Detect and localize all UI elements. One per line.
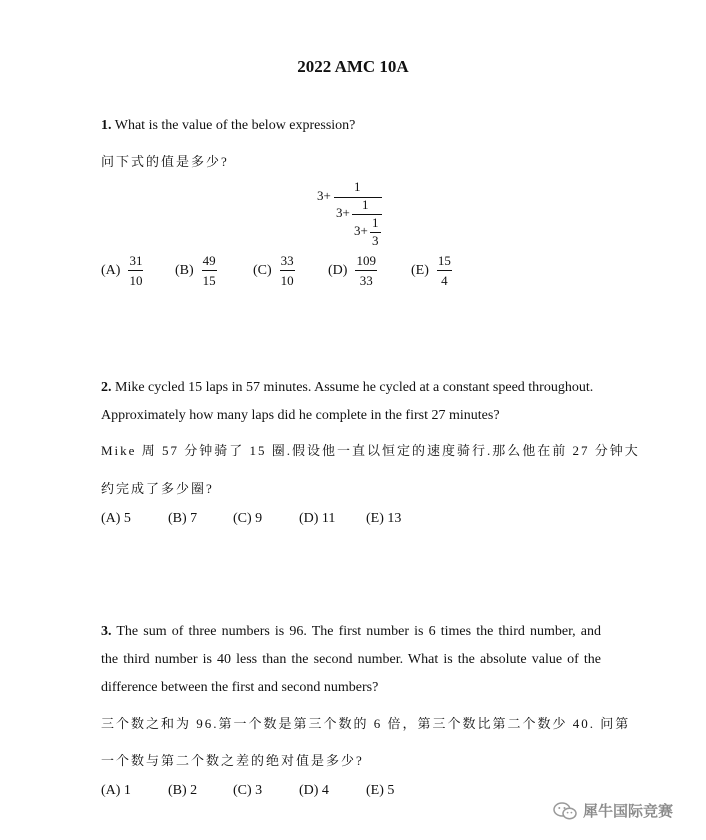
problem-2-statement-line-1	[101, 380, 593, 396]
cf-numerator-2: 1	[362, 197, 369, 212]
fraction-denominator: 33	[359, 273, 373, 288]
problem-3-chinese-line-1: 三个数之和为 96.第一个数是第三个数的 6 倍，第三个数比第二个数少 40. 问第	[101, 716, 631, 731]
cf-term-1: 3+	[317, 188, 331, 203]
problem-1-text: What is the value of the below expression?	[114, 118, 356, 133]
choice-e[interactable]: (E) 13	[366, 511, 402, 526]
choice-fraction	[437, 253, 452, 289]
choice-c[interactable]: (C) 3	[233, 783, 263, 798]
choice-b[interactable]	[175, 253, 217, 289]
problem-3-statement-line-2: the third number is 40 less than the second number. What is the absolute value of the	[101, 652, 601, 667]
fraction-denominator: 15	[202, 273, 216, 288]
fraction-denominator: 10	[129, 273, 143, 288]
choice-label: (E)	[411, 263, 429, 278]
fraction-numerator: 109	[355, 253, 377, 271]
fraction-numerator: 15	[437, 253, 452, 271]
choice-label: (A)	[101, 263, 121, 278]
wechat-icon	[553, 802, 577, 820]
fraction-numerator: 33	[280, 253, 295, 271]
problem-3-statement-line-3: difference between the first and second numbers?	[101, 680, 379, 695]
choice-d[interactable]: (D) 4	[299, 783, 329, 798]
problem-3-chinese-line-2: 一个数与第二个数之差的绝对值是多少?	[101, 753, 364, 768]
problem-1-number: 1.	[101, 118, 112, 133]
choice-label: (C)	[253, 263, 272, 278]
fraction-numerator: 49	[202, 253, 217, 271]
choice-b[interactable]: (B) 7	[168, 511, 198, 526]
problem-3-text: The sum of three numbers is 96. The first number is 6 times the third number, and	[116, 624, 602, 639]
choice-d[interactable]: (D) 11	[299, 511, 336, 526]
problem-3-statement-line-1	[101, 624, 601, 640]
choice-e[interactable]: (E) 5	[366, 783, 395, 798]
choice-fraction	[355, 253, 377, 289]
problem-2-number: 2.	[101, 380, 112, 395]
problem-1-chinese: 问下式的值是多少?	[101, 154, 229, 169]
problem-1-statement	[101, 118, 355, 134]
choice-label: (D)	[328, 263, 348, 278]
cf-term-2: 3+	[336, 205, 350, 220]
watermark	[553, 800, 673, 821]
problem-2-statement-line-2: Approximately how many laps did he complete in the first 27 minutes?	[101, 408, 500, 423]
fraction-denominator: 4	[441, 273, 448, 288]
fraction-denominator: 10	[280, 273, 294, 288]
choice-fraction	[202, 253, 217, 289]
choice-a[interactable]: (A) 1	[101, 783, 131, 798]
choice-e[interactable]	[411, 253, 452, 289]
choice-a[interactable]: (A) 5	[101, 511, 131, 526]
problem-2-chinese-line-1: Mike 周 57 分钟骑了 15 圈.假设他一直以恒定的速度骑行.那么他在前 27 分钟大	[101, 443, 640, 458]
cf-numerator-1: 1	[354, 179, 361, 194]
choice-d[interactable]	[328, 253, 377, 289]
choice-fraction	[128, 253, 143, 289]
cf-numerator-3: 1	[372, 215, 379, 230]
choice-a[interactable]	[101, 253, 143, 289]
choice-c[interactable]	[253, 253, 295, 289]
cf-denominator-3: 3	[372, 233, 379, 248]
problem-3-number: 3.	[101, 624, 112, 639]
choice-b[interactable]: (B) 2	[168, 783, 198, 798]
problem-2-chinese-line-2: 约完成了多少圈?	[101, 481, 214, 496]
problem-2-text: Mike cycled 15 laps in 57 minutes. Assume he cycled at a constant speed throughout.	[115, 380, 594, 395]
choice-label: (B)	[175, 263, 194, 278]
cf-term-3: 3+	[354, 223, 368, 238]
watermark-text: 犀牛国际竞赛	[583, 802, 674, 820]
fraction-numerator: 31	[128, 253, 143, 271]
cf-bar-1	[334, 197, 382, 198]
page-title: 2022 AMC 10A	[297, 57, 409, 76]
choice-fraction	[280, 253, 295, 289]
choice-c[interactable]: (C) 9	[233, 511, 263, 526]
